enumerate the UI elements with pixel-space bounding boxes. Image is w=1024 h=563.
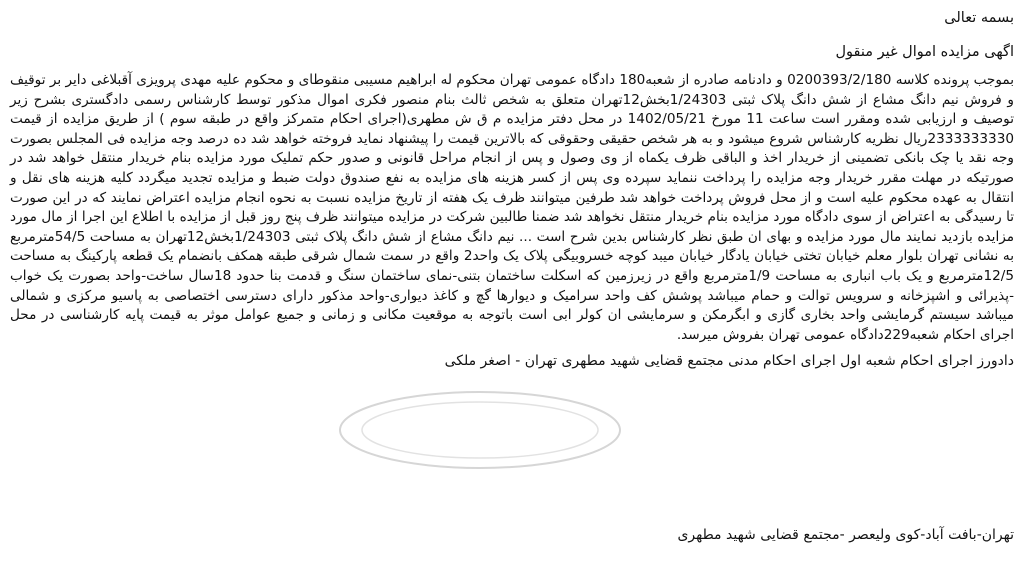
officer-signature-line: دادورز اجرای احکام شعبه اول اجرای احکام مدنی مجتمع قضایی شهید مطهری تهران - اصغر ملکی: [444, 353, 1014, 370]
bismillah-heading: بسمه تعالی: [944, 10, 1014, 26]
notice-body: بموجب پرونده کلاسه 0200393/2/180 و دادنامه صادره از شعبه180 دادگاه عمومی تهران محکوم له ابراهیم مسیبی منقوطای و محکوم علیه مهدی پرویزی آقبلاغی دایر بر توقیف و فروش نیم دانگ مشاع از شش دانگ پلاک ثبتی 1/24303بخش12تهران متعلق به شخص ثالث بنام منصور فکری اموال مذکور توسط کارشناس رسمی دادگستری بشرح زیر توصیف و ارزیابی شده ومقرر است ساعت 11 مورخ 1402/05/21 در محل دفتر مزایده م ق ش مطهری(اجرای احکام متمرکز واقع در طبقه سوم ) از طریق مزایده از قیمت 2333333330ریال نظریه کارشناس شروع میشود و به هر شخص حقیقی وحقوقی که بالاترین قیمت را پیشنهاد نماید فروخته خواهد شد ده درصد وجه مزایده فی المجلس بصورت وجه نقد یا چک بانکی تضمینی از خریدار اخذ و الباقی ظرف یکماه از وی وصول و پس از انجام مراحل قانونی و صدور حکم تملیک مورد مزایده بنام خریدار منتقل خواهد شد در صورتیکه در مهلت مقرر خریدار وجه مزایده را پرداخت ننماید سپرده وی پس از کسر هزینه های مزایده به نفع صندوق دولت ضبط و مزایده تجدید میگردد کلیه هزینه های نقل و انتقال به عهده محکوم علیه است و از محل فروش پرداخت خواهد شد طرفین میتوانند ظرف یک هفته از تاریخ مزایده نسبت به نحوه انجام مزایده اعتراض نمایند که در این صورت تا رسیدگی به اعتراض از سوی دادگاه مورد مزایده بنام خریدار منتقل نخواهد شد ضمنا طالبین شرکت در مزایده میتوانند ظرف پنج روز قبل از مزایده با اطلاع این اجرا از مال مورد مزایده بازدید نمایند مال مورد مزایده و بهای ان طبق نظر کارشناس بدین شرح است ... نیم دانگ مشاع از شش دانگ پلاک ثبتی 1/24303بخش12تهران به مساحت 54/5مترمربع به نشانی تهران بلوار معلم خیابان تختی خیابان یادگار خیابان میبد کوچه خسروبیگی پلاک یک واحد2 واقع در سمت شمال شرقی طبقه همکف بانضمام یک قطعه پارکینگ به مساحت 12/5مترمربع و یک باب انباری به مساحت 1/9مترمربع واقع در زیرزمین که اسکلت ساختمان بتنی-نمای ساختمان سنگ و قدمت بنا حدود 18سال ساخت-واحد بصورت یک خواب -پذیرائی و اشپزخانه و سرویس توالت و حمام میباشد پوشش کف واحد سرامیک و دیوارها گچ و کاغذ دیواری-واحد مذکور دارای دسترسی اختصاصی به پاسیو مرکزی و شمالی میباشد سیستم گرمایشی واحد بخاری گازی و ابگرمکن و سرمایشی ان کولر ابی است باتوجه به موقعیت مکانی و زمانی و جمیع عوامل موثر به قیمت پایه کارشناسی در محل اجرای احکام شعبه229دادگاه عمومی تهران بفروش میرسد.: [10, 72, 1015, 343]
notice-title: اگهی مزایده اموال غیر منقول: [835, 44, 1014, 60]
court-address: تهران-بافت آباد-کوی ولیعصر -مجتمع قضایی شهید مطهری: [677, 527, 1014, 543]
